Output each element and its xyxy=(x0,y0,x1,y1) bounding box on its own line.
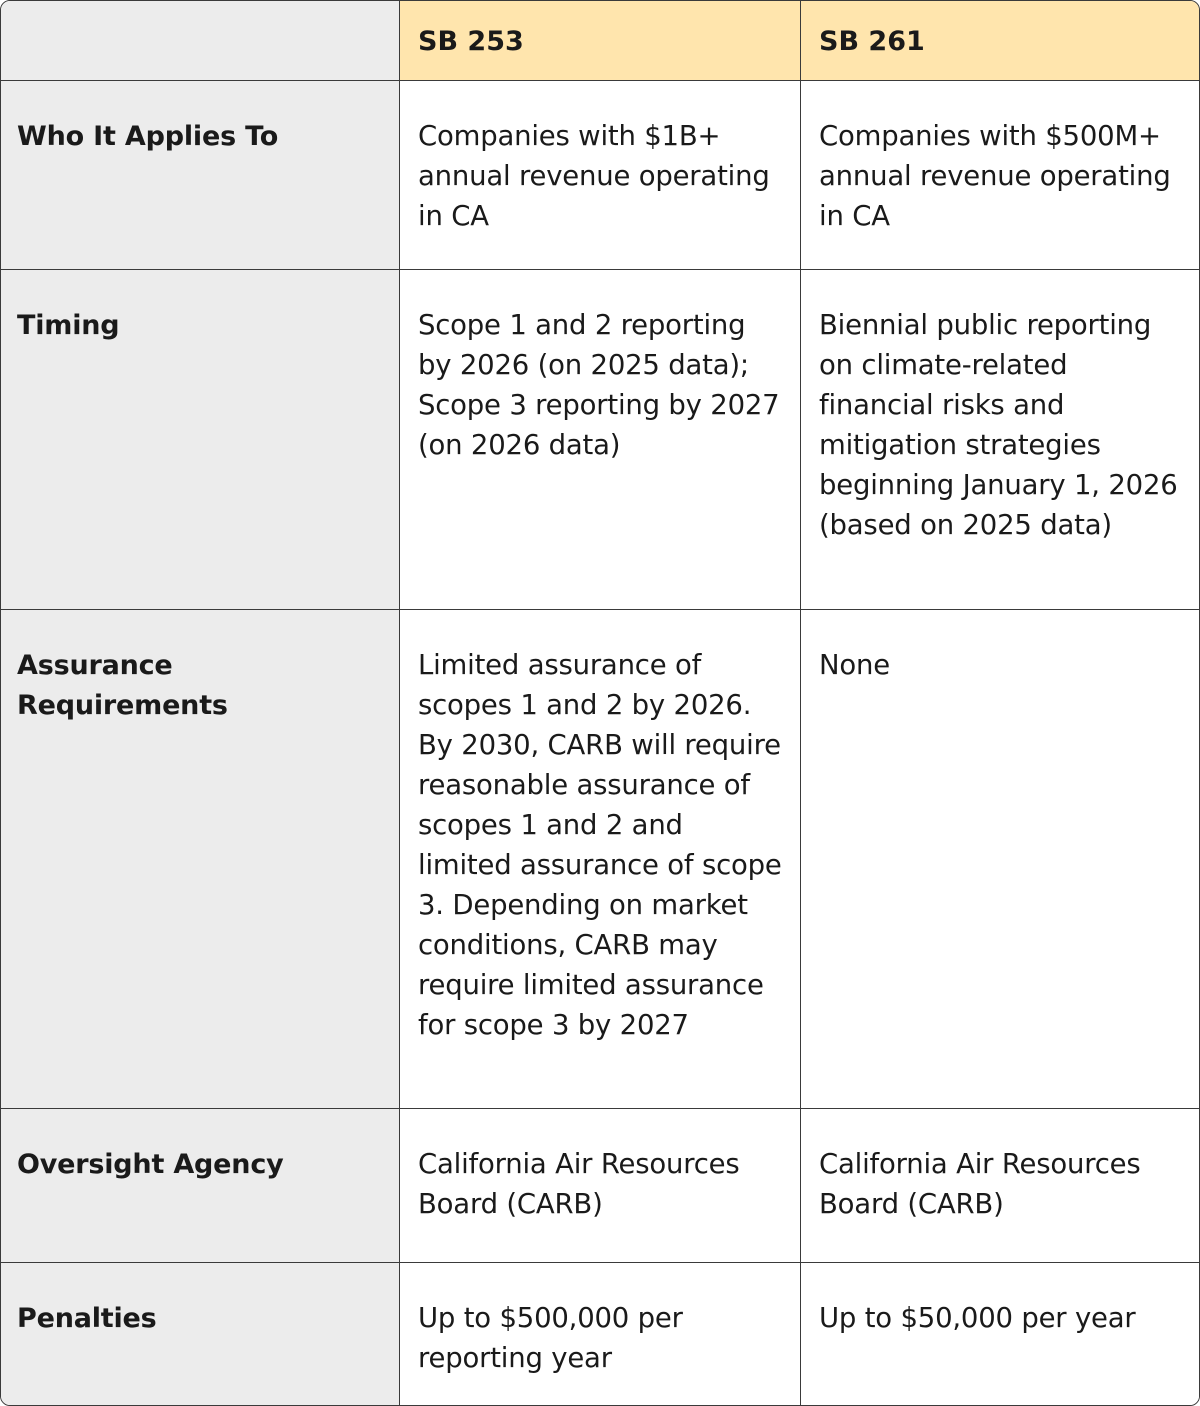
column-header-sb253: SB 253 xyxy=(400,1,801,81)
row-label-penalties: Penalties xyxy=(1,1263,400,1406)
cell-sb253-penalties: Up to $500,000 per reporting year xyxy=(400,1263,801,1406)
cell-sb261-penalties: Up to $50,000 per year xyxy=(801,1263,1200,1406)
cell-sb253-timing: Scope 1 and 2 reporting by 2026 (on 2025 data); Scope 3 reporting by 2027 (on 2026 data) xyxy=(400,270,801,610)
row-label-timing: Timing xyxy=(1,270,400,610)
cell-sb253-assurance-requirements: Limited assurance of scopes 1 and 2 by 2026. By 2030, CARB will require reasonable assurance of scopes 1 and 2 and limited assurance of scope 3. Depending on market conditions, CARB may require limited assurance for scope 3 by 2027 xyxy=(400,610,801,1109)
cell-sb261-who-it-applies-to: Companies with $500M+ annual revenue operating in CA xyxy=(801,81,1200,270)
cell-sb253-who-it-applies-to: Companies with $1B+ annual revenue operating in CA xyxy=(400,81,801,270)
header-corner-cell xyxy=(1,1,400,81)
cell-sb253-oversight-agency: California Air Resources Board (CARB) xyxy=(400,1109,801,1263)
cell-sb261-timing: Biennial public reporting on climate-related financial risks and mitigation strategies beginning January 1, 2026 (based on 2025 data) xyxy=(801,270,1200,610)
cell-sb261-assurance-requirements: None xyxy=(801,610,1200,1109)
row-label-who-it-applies-to: Who It Applies To xyxy=(1,81,400,270)
row-label-assurance-requirements: Assurance Requirements xyxy=(1,610,400,1109)
column-header-sb261: SB 261 xyxy=(801,1,1200,81)
row-label-oversight-agency: Oversight Agency xyxy=(1,1109,400,1263)
cell-sb261-oversight-agency: California Air Resources Board (CARB) xyxy=(801,1109,1200,1263)
